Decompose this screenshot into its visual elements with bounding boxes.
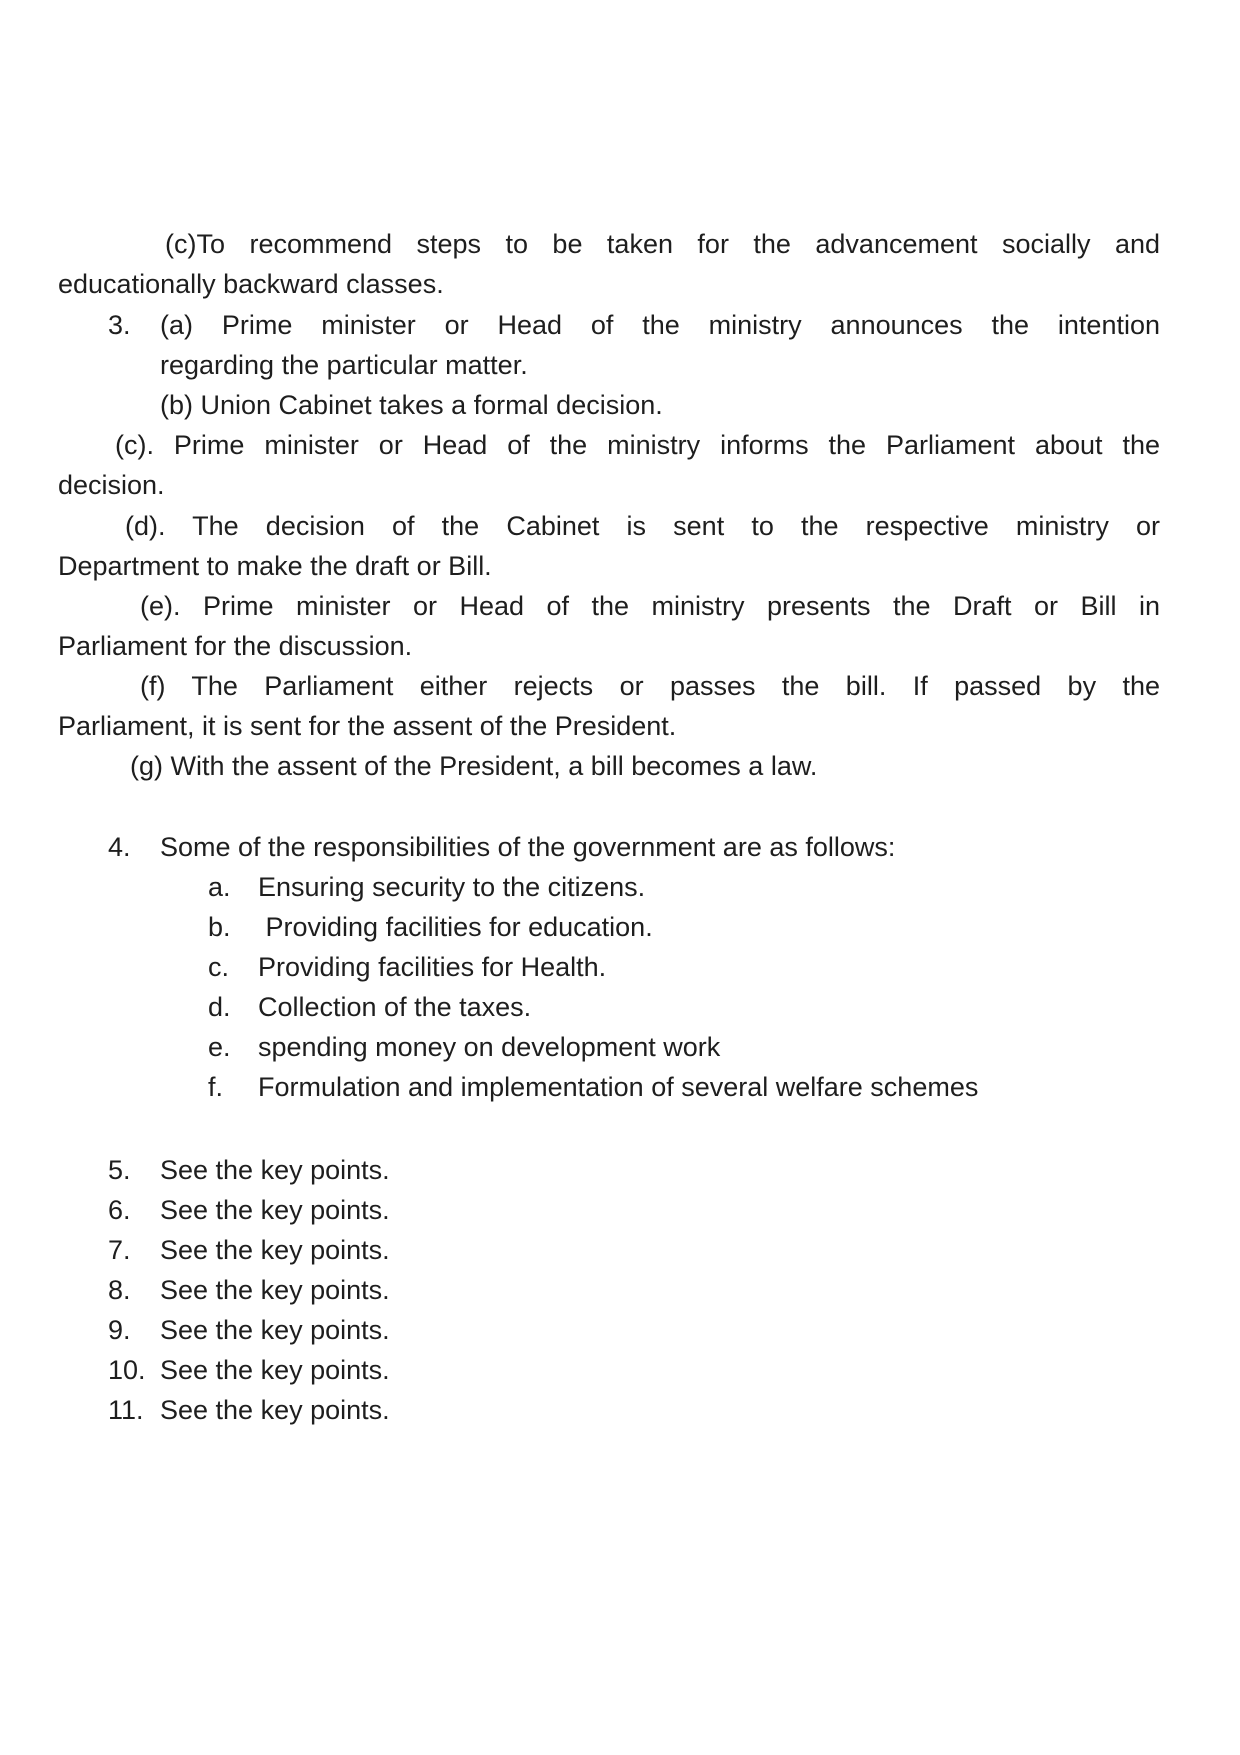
list-item: [108, 1270, 390, 1310]
answer-3c-line-2: decision.: [58, 470, 165, 500]
list-item-text: spending money on development work: [258, 1032, 721, 1062]
list-item: [108, 1390, 390, 1430]
answer-text: See the key points.: [160, 1155, 390, 1185]
list-item-text: Collection of the taxes.: [258, 992, 532, 1022]
list-item-marker: f.: [208, 1072, 224, 1102]
answer-number: 5.: [108, 1155, 131, 1185]
list-item: [108, 1350, 390, 1390]
answer-4-intro: Some of the responsibilities of the government are as follows:: [160, 832, 896, 862]
list-item: [208, 947, 607, 987]
list-item-marker: b.: [208, 912, 231, 942]
answer-number: 11.: [108, 1395, 144, 1425]
answer-4-number: 4.: [108, 832, 131, 862]
answer-text: See the key points.: [160, 1355, 390, 1385]
list-item: [208, 867, 646, 907]
answer-2c-line-2: educationally backward classes.: [58, 269, 444, 299]
list-item-marker: a.: [208, 872, 231, 902]
list-item-marker: c.: [208, 952, 230, 982]
answer-3f-line-2: Parliament, it is sent for the assent of the President.: [58, 711, 677, 741]
list-item-marker: e.: [208, 1032, 231, 1062]
answer-3c-line-1: (c). Prime minister or Head of the ministry informs the Parliament about the: [115, 430, 1160, 460]
list-item-marker: d.: [208, 992, 231, 1022]
list-item: [208, 1027, 721, 1067]
answer-number: 10.: [108, 1355, 146, 1385]
answer-3g: (g) With the assent of the President, a bill becomes a law.: [130, 751, 818, 781]
list-item: [108, 1190, 390, 1230]
answer-3a-line-2: regarding the particular matter.: [160, 350, 528, 380]
answer-3f-line-1: (f) The Parliament either rejects or passes the bill. If passed by the: [140, 671, 1160, 701]
answer-number: 8.: [108, 1275, 131, 1305]
list-item-text: Ensuring security to the citizens.: [258, 872, 646, 902]
answer-text: See the key points.: [160, 1395, 390, 1425]
answer-3d-line-1: (d). The decision of the Cabinet is sent to the respective ministry or: [125, 511, 1160, 541]
answer-3d-line-2: Department to make the draft or Bill.: [58, 551, 492, 581]
list-item-text: Formulation and implementation of several welfare schemes: [258, 1072, 979, 1102]
answer-3a-line-1: (a) Prime minister or Head of the ministry announces the intention: [160, 310, 1160, 340]
answer-text: See the key points.: [160, 1235, 390, 1265]
answer-text: See the key points.: [160, 1315, 390, 1345]
answer-text: See the key points.: [160, 1275, 390, 1305]
list-item-text: Providing facilities for Health.: [258, 952, 607, 982]
answer-3e-line-2: Parliament for the discussion.: [58, 631, 413, 661]
answer-3-number: 3.: [108, 310, 131, 340]
answer-3b: (b) Union Cabinet takes a formal decision.: [160, 390, 663, 420]
list-item: [108, 1230, 390, 1270]
answer-number: 6.: [108, 1195, 131, 1225]
answer-2c-line-1: (c)To recommend steps to be taken for the advancement socially and: [165, 229, 1160, 259]
list-item: [208, 987, 532, 1027]
list-item: [108, 1150, 390, 1190]
answer-text: See the key points.: [160, 1195, 390, 1225]
list-item: [108, 1310, 390, 1350]
answer-number: 9.: [108, 1315, 131, 1345]
list-item-text: Providing facilities for education.: [258, 912, 653, 942]
answer-number: 7.: [108, 1235, 131, 1265]
list-item: [208, 1067, 979, 1107]
answer-3e-line-1: (e). Prime minister or Head of the ministry presents the Draft or Bill in: [140, 591, 1160, 621]
list-item: [208, 907, 653, 947]
